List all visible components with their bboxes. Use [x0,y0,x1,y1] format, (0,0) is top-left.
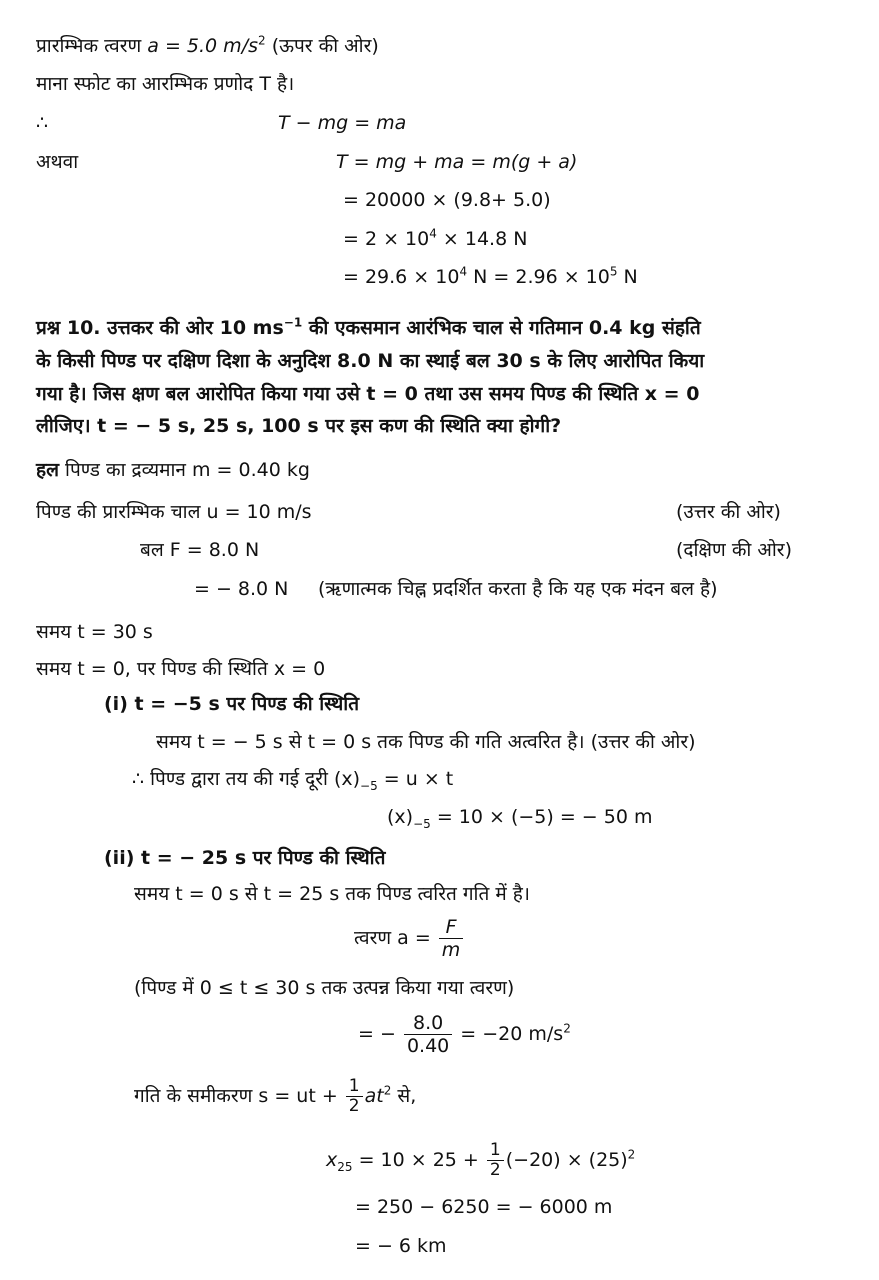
equation-2: T = mg + ma = m(g + a) [336,151,578,173]
result-metres: = 250 − 6250 = − 6000 m [355,1196,613,1218]
part-i-heading: (i) t = −5 s पर पिण्ड की स्थिति [104,693,360,715]
equation-5: = $29.6 \times 10^4$ $N = 2.96 \times 10^5$ N [343,264,638,288]
initial-acceleration-line: प्रारम्भिक त्वरण a = 5.0 $m/s^2$ (ऊपर की ओर) [36,33,379,57]
equation-3: = 20000 × (9.8+ 5.0) [343,189,551,211]
equation-of-motion: गति के समीकरण s = ut + $\frac{1}{2}$ $at^2$ से, [134,1076,417,1116]
position-at-25s: $x_{25} = 10 \times 25$ + $\frac{1}{2}$ $(-20) \times (25)^2$ [326,1140,636,1180]
question-line-1: प्रश्न 10. उत्तकर की ओर 10 $ms^{-1}$ की एकसमान आरंभिक चाल से गतिमान 0.4 kg संहति [36,315,701,339]
athva-label: अथवा [36,151,79,173]
equation-1: T − mg = ma [278,112,407,134]
therefore-symbol: ∴ [36,112,49,134]
question-label: प्रश्न 10. [36,317,101,339]
part-ii-heading: (ii) t = − 25 s पर पिण्ड की स्थिति [104,847,386,869]
equation-4: = $2 \times 10^4 \times 14.8$ N [343,226,528,250]
initial-speed: पिण्ड की प्रारम्भिक चाल u = 10 m/s [36,501,312,523]
acceleration-note: (पिण्ड में 0 ≤ t ≤ 30 s तक उत्पन्न किया गया त्वरण) [134,977,515,999]
acceleration-formula: त्वरण a = $\frac{F}{m}$ [354,908,465,968]
speed-direction: (उत्तर की ओर) [676,501,781,523]
force-negative: = − 8.0 N [194,578,289,600]
question-line-2: के किसी पिण्ड पर दक्षिण दिशा के अनुदिश 8.0 N का स्थाई बल 30 s के लिए आरोपित किया [36,350,705,372]
force-line: बल F = 8.0 N [140,539,260,561]
solution-mass-line: हल पिण्ड का द्रव्यमान m = 0.40 kg [36,459,310,481]
question-line-4: लीजिए। t = − 5 s, 25 s, 100 s पर इस कण की स्थिति क्या होगी? [36,415,562,437]
initial-position-line: समय t = 0, पर पिण्ड की स्थिति x = 0 [36,658,326,680]
part-i-line-2: ∴ पिण्ड द्वारा तय की गई दूरी $(x)_{-5} = u \times t$ [132,768,454,793]
result-km: = − 6 km [355,1235,447,1257]
question-line-3: गया है। जिस क्षण बल आरोपित किया गया उसे t = 0 तथा उस समय पिण्ड की स्थिति x = 0 [36,383,700,405]
part-ii-line-1: समय t = 0 s से t = 25 s तक पिण्ड त्वरित गति में है। [134,883,531,905]
thrust-assumption: माना स्फोट का आरम्भिक प्रणोद T है। [36,73,295,95]
half-fraction: $\frac{1}{2}$ [346,1077,363,1116]
time-line: समय t = 30 s [36,621,153,643]
part-i-line-3: $(x)_{-5} = 10 \times (-5)$ = − 50 m [387,806,653,831]
part-i-line-1: समय t = − 5 s से t = 0 s तक पिण्ड की गति अत्वरित है। (उत्तर की ओर) [156,731,696,753]
acceleration-value: = − $\frac{8.0}{0.40}$ = −20 $m/s^2$ [358,1012,571,1057]
half-fraction-2: $\frac{1}{2}$ [487,1141,504,1180]
f-over-m-fraction: $\frac{F}{m}$ [439,916,464,961]
force-note: (ऋणात्मक चिह्न प्रदर्शित करता है कि यह एक मंदन बल है) [318,578,718,600]
force-direction: (दक्षिण की ओर) [676,539,792,561]
solution-label: हल [36,459,59,481]
force-over-mass-fraction: $\frac{8.0}{0.40}$ [404,1012,452,1057]
